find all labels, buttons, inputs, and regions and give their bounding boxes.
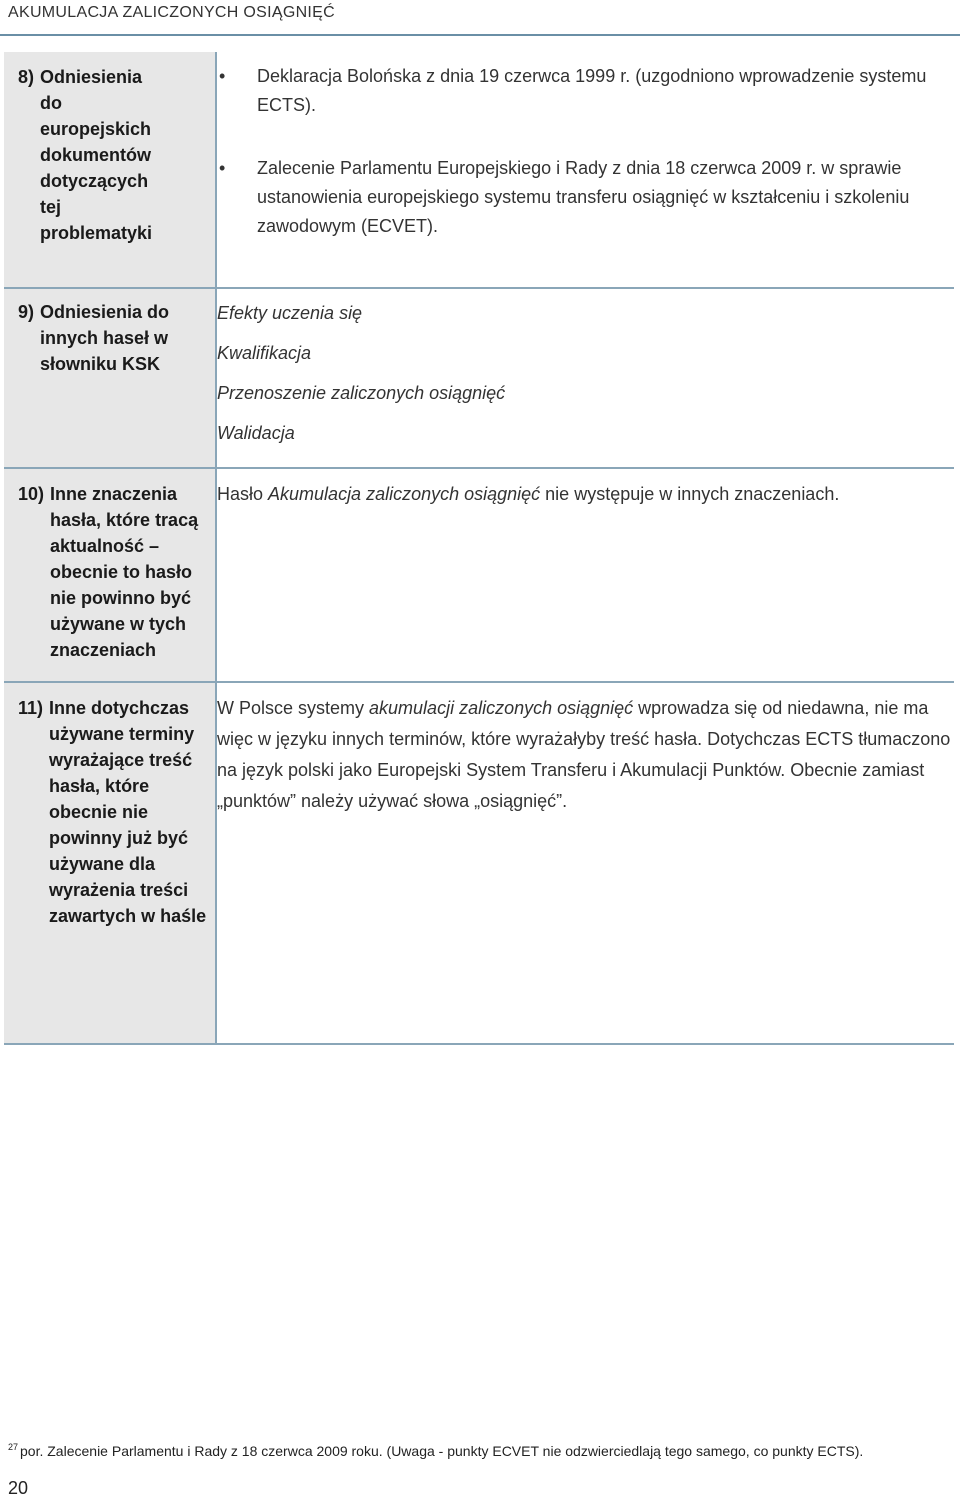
row-number: 8) <box>18 67 35 87</box>
row-label-cell <box>4 52 216 288</box>
row-label: Inne dotychczas używane terminy wyrażające treść hasła, które obecnie nie powinny już być używane dla wyrażenia treści zawartych w haśle <box>49 698 207 926</box>
table-row <box>4 468 954 682</box>
row-label-cell <box>4 288 216 468</box>
row-content-cell <box>216 52 954 288</box>
reference-list <box>217 62 954 241</box>
bullet-icon: • <box>219 158 226 178</box>
table-row <box>4 682 954 1044</box>
row-label: Odniesienia do europejskich dokumentów dotyczących tej problematyki <box>40 67 153 243</box>
row-label: Odniesienia do innych haseł w słowniku KSK <box>40 302 170 374</box>
footnote-text: por. Zalecenie Parlamentu i Rady z 18 czerwca 2009 roku. (Uwaga - punkty ECVET nie odzwierciedlają tego samego, co punkty ECTS). <box>20 1443 864 1459</box>
row-content-cell: Hasło Akumulacja zaliczonych osiągnięć nie występuje w innych znaczeniach. <box>216 468 954 682</box>
term-emphasis: akumulacji zaliczonych osiągnięć <box>369 698 634 718</box>
related-terms <box>216 288 954 468</box>
row-number: 10) <box>18 484 45 504</box>
footnote-marker: 27 <box>8 1442 19 1452</box>
related-term: Efekty uczenia się <box>217 303 363 323</box>
row-number: 9) <box>18 302 35 322</box>
bullet-icon: • <box>219 66 226 86</box>
related-term: Kwalifikacja <box>217 343 312 363</box>
row-content-cell: W Polsce systemy akumulacji zaliczonych osiągnięć wprowadza się od niedawna, nie ma więc w języku innych terminów, które wyrażałyby treść hasła. Dotychczas ECTS tłumaczono na język polski jako Europejski System Transferu i Akumulacji Punktów. Obecnie zamiast „punktów” należy używać słowa „osiągnięć”. <box>216 682 954 1044</box>
page-number: 20 <box>8 1478 29 1498</box>
table-row <box>4 288 954 468</box>
row-label-cell <box>4 682 216 1044</box>
list-item: • Deklaracja Bolońska z dnia 19 czerwca 1999 r. (uzgodniono wprowadzenie systemu ECTS). <box>217 62 954 120</box>
running-header: AKUMULACJA ZALICZONYCH OSIĄGNIĘĆ <box>8 4 335 21</box>
term-emphasis: Akumulacja zaliczonych osiągnięć <box>268 484 541 504</box>
row-label-cell <box>4 468 216 682</box>
table-row <box>4 52 954 288</box>
row-label: Inne znaczenia hasła, które tracą aktualność – obecnie to hasło nie powinno być używane w tych znaczeniach <box>50 484 199 660</box>
glossary-table <box>4 52 954 1045</box>
header-divider <box>0 34 960 36</box>
related-term: Walidacja <box>217 423 295 443</box>
footnote <box>8 1442 863 1459</box>
row-number: 11) <box>18 698 44 718</box>
related-term: Przenoszenie zaliczonych osiągnięć <box>217 383 506 403</box>
list-item: • Zalecenie Parlamentu Europejskiego i Rady z dnia 18 czerwca 2009 r. w sprawie ustanowienia europejskiego systemu transferu osiągnięć w kształceniu i szkoleniu zawodowym (ECVET). <box>217 154 954 241</box>
